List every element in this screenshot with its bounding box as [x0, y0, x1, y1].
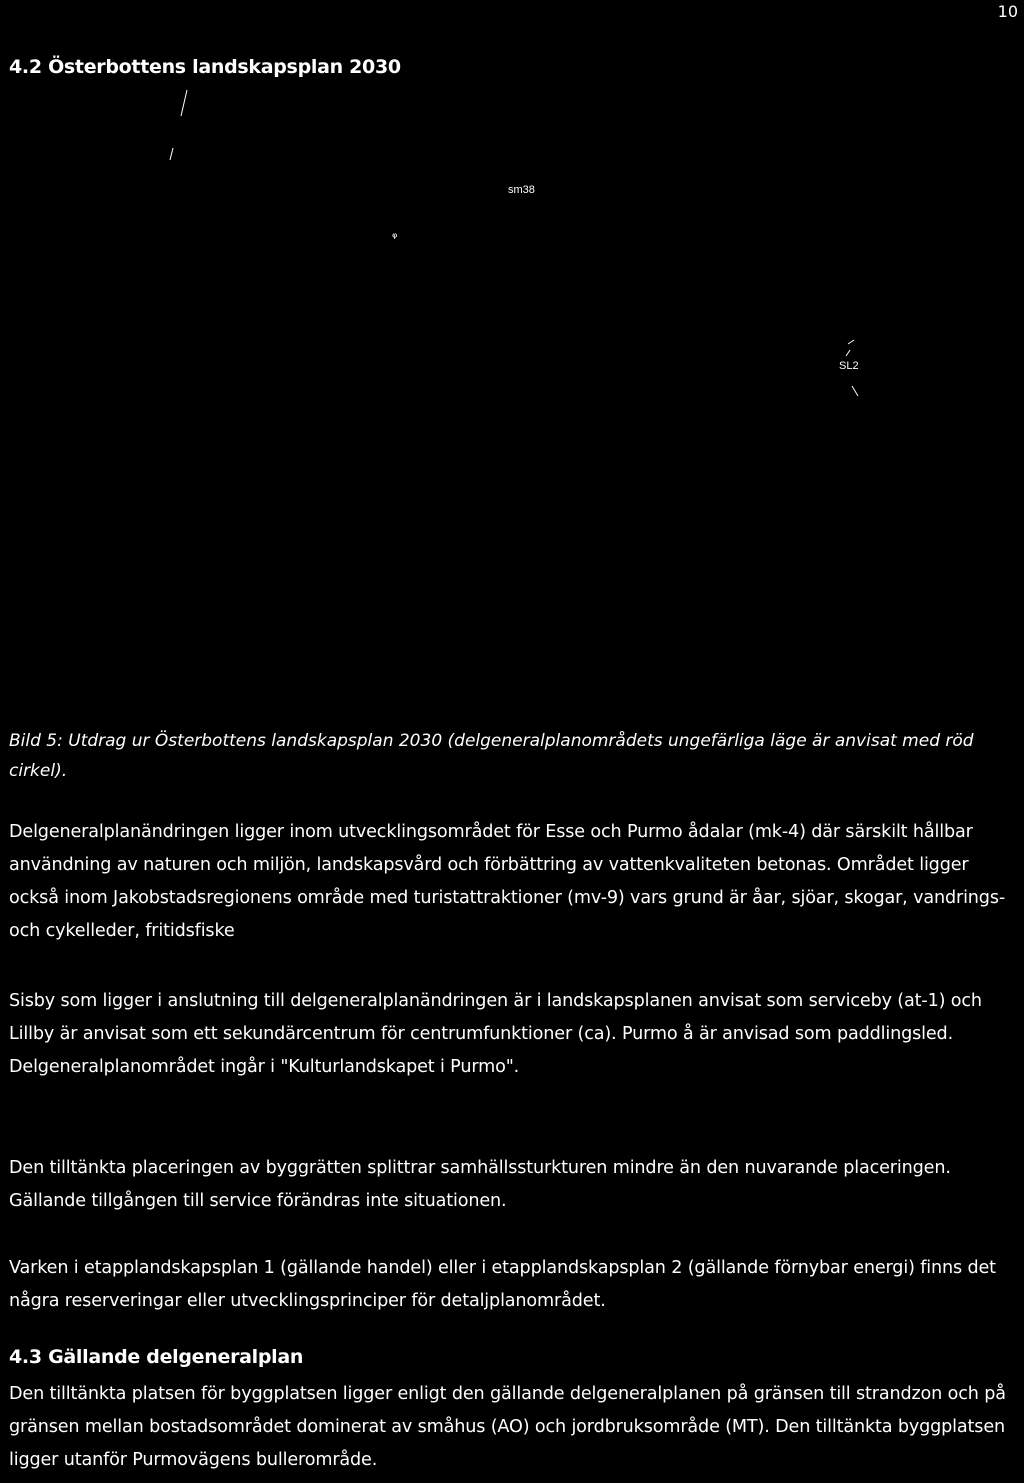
section-heading-4-2: 4.2 Österbottens landskapsplan 2030 — [9, 56, 401, 78]
map-label: sm38 — [508, 184, 535, 196]
map-thin-line — [170, 148, 173, 160]
map-label: SL2 — [839, 360, 859, 372]
map-thin-line — [181, 90, 187, 116]
figure-caption: Bild 5: Utdrag ur Österbottens landskapsplan 2030 (delgeneralplanområdets ungefärliga läge är anvisat med röd cirkel). — [9, 731, 974, 781]
page-number: 10 — [997, 2, 1018, 21]
body-paragraph: Sisby som ligger i anslutning till delgeneralplanändringen är i landskapsplanen anvisat som serviceby (at-1) och Lillby är anvisat som ett sekundärcentrum för centrumfunktioner (ca). Purmo å är anvisad som paddlingsled. Delgeneralplanområdet ingår i "Kulturlandskapet i Purmo". — [9, 991, 982, 1077]
section-heading-4-3: 4.3 Gällande delgeneralplan — [9, 1346, 304, 1368]
map-figure — [0, 82, 1024, 682]
map-line-marks — [0, 82, 1024, 682]
body-paragraph: Delgeneralplanändringen ligger inom utvecklingsområdet för Esse och Purmo ådalar (mk-4) där särskilt hållbar användning av naturen och miljön, landskapsvård och förbättring av vattenkvaliteten betonas. Området ligger också inom Jakobstadsregionens område med turistattraktioner (mv-9) vars grund är åar, sjöar, skogar, vandrings- och cykelleder, fritidsfiske — [9, 822, 1006, 941]
map-symbol: ᵠ — [392, 231, 398, 246]
body-paragraph: Den tilltänkta placeringen av byggrätten splittrar samhällssturkturen mindre än den nuvarande placeringen. Gällande tillgången till service förändras inte situationen. — [9, 1158, 951, 1211]
body-paragraph: Varken i etapplandskapsplan 1 (gällande handel) eller i etapplandskapsplan 2 (gällande förnybar energi) finns det några reserveringar eller utvecklingsprinciper för detaljplanområdet. — [9, 1258, 996, 1311]
body-paragraph: Den tilltänkta platsen för byggplatsen ligger enligt den gällande delgeneralplanen på gränsen till strandzon och på gränsen mellan bostadsområdet dominerat av småhus (AO) och jordbruksområde (MT). Den tilltänkta byggplatsen ligger utanför Purmovägens bullerområde. — [9, 1384, 1006, 1470]
